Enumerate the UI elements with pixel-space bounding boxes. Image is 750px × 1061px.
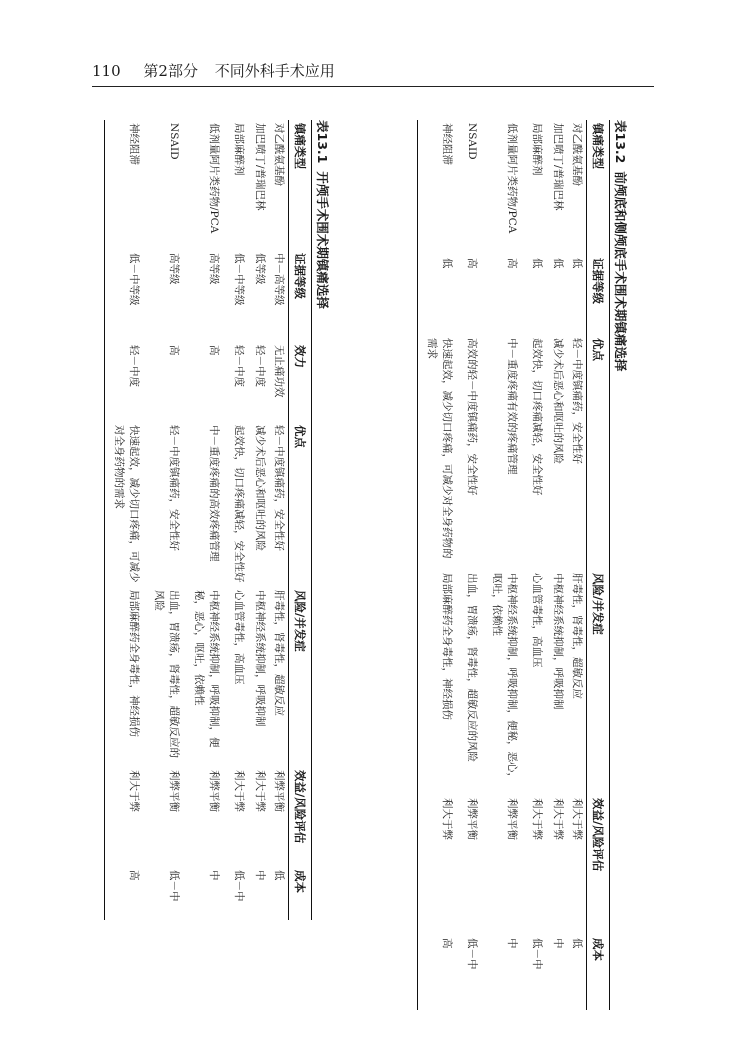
table-cell: 中－重度疼痛有效的疼痛管理	[506, 338, 518, 475]
table-row	[418, 120, 459, 1010]
column-header: 效益/风险评估	[587, 795, 610, 935]
table-cell: 肝毒性，肾毒性，超敏反应	[571, 573, 583, 699]
table-cell: 利弊平衡	[208, 770, 220, 812]
table-cell: 肝毒性，肾毒性，超敏反应	[273, 590, 285, 716]
table-cell: 利弊平衡	[168, 770, 180, 812]
table-cell: 快速起效，减少切口疼痛，可减少对全身药物的需求	[105, 422, 146, 587]
table-cell: 减少术后恶心和呕吐的风险	[552, 338, 564, 464]
table-cell: 低	[571, 938, 583, 949]
table-cell: 低等级	[254, 253, 266, 285]
table-cell: 利大于弊	[531, 798, 543, 840]
table-cell: 中－高等级	[273, 253, 285, 306]
table-cell: NSAID	[168, 123, 180, 160]
table-cell: 中－重度疼痛的高效疼痛管理	[208, 425, 220, 562]
header-row	[289, 120, 312, 920]
table-cell: NSAID	[466, 123, 478, 160]
table-cell: 中	[506, 938, 518, 949]
column-header: 效益/风险评估	[289, 767, 312, 867]
table-cell: 局部麻醉剂	[531, 123, 543, 176]
table-cell: 低剂量阿片类药物/PCA	[506, 123, 518, 234]
table-cell: 加巴喷丁/普瑞巴林	[552, 123, 564, 211]
table-cell: 局部麻醉药全身毒性，神经损伤	[418, 570, 459, 795]
table-row	[105, 120, 146, 920]
table-cell: 心血管毒性，高血压	[531, 573, 543, 668]
table-cell: 神经阻滞	[105, 120, 146, 250]
table-row	[145, 120, 185, 920]
table-cell: 神经阻滞	[418, 120, 459, 255]
column-header: 成本	[289, 867, 312, 920]
table-row	[567, 120, 587, 1010]
table-number: 表13.1	[315, 120, 330, 164]
table-cell: 局部麻醉药全身毒性，神经损伤	[105, 587, 146, 767]
table-cell: 高	[168, 345, 180, 356]
table-cell: 高	[506, 258, 518, 269]
table-cell: 轻－中度	[233, 345, 245, 387]
table-cell: 中枢神经系统抑制，呼吸抑制	[254, 590, 266, 727]
column-header: 优点	[587, 335, 610, 570]
table-13-1	[92, 120, 332, 920]
table-cell: 高等级	[168, 253, 180, 285]
table-cell: 高	[418, 935, 459, 1010]
table-13-2	[400, 120, 630, 1010]
table-cell: 局部麻醉剂	[233, 123, 245, 176]
table-cell: 起效快，切口疼痛减轻，安全性好	[233, 425, 245, 583]
header-row	[587, 120, 610, 1010]
table-cell: 高效的轻－中度镇痛药，安全性好	[466, 338, 478, 496]
page-number: 110	[92, 62, 121, 80]
table-cell: 利弊平衡	[466, 798, 478, 840]
table-cell: 低－中	[233, 870, 245, 902]
table-cell: 高等级	[208, 253, 220, 285]
page-header	[92, 60, 654, 87]
column-header: 风险/并发症	[289, 587, 312, 767]
table-row	[523, 120, 548, 1010]
table-cell: 利大于弊	[418, 795, 459, 935]
table-row	[250, 120, 269, 920]
table-cell: 低－中等级	[105, 250, 146, 342]
table-cell: 中	[552, 938, 564, 949]
table-cell: 低剂量阿片类药物/PCA	[208, 123, 220, 234]
table-cell: 低	[418, 255, 459, 335]
table-cell: 利大于弊	[254, 770, 266, 812]
table-cell: 低－中等级	[233, 253, 245, 306]
table-row	[225, 120, 250, 920]
table-cell: 轻－中度镇痛药，安全性好	[571, 338, 583, 464]
table-caption	[610, 120, 630, 1010]
table-cell: 低－中	[168, 870, 180, 902]
table-row	[269, 120, 289, 920]
table-cell: 低	[571, 258, 583, 269]
table-header	[587, 120, 610, 1010]
table-body	[418, 120, 587, 1010]
table-body	[105, 120, 289, 920]
table-row	[483, 120, 523, 1010]
table-cell: 中枢神经系统抑制，呼吸抑制，便秘，恶心，呕吐，依赖性	[193, 590, 220, 748]
data-table	[417, 120, 610, 1010]
column-header: 风险/并发症	[587, 570, 610, 795]
table-cell: 心血管毒性，高血压	[233, 590, 245, 685]
table-row	[458, 120, 483, 1010]
table-cell: 低	[273, 870, 285, 881]
table-cell: 中	[254, 870, 266, 881]
table-cell: 对乙酰氨基酚	[273, 123, 285, 186]
table-cell: 轻－中度镇痛药，安全性好	[168, 425, 180, 551]
data-table	[104, 120, 312, 920]
table-row	[185, 120, 225, 920]
chapter-title: 不同外科手术应用	[214, 62, 335, 80]
table-cell: 对乙酰氨基酚	[571, 123, 583, 186]
table-title: 前颅底和侧颅底手术围术期镇痛选择	[613, 171, 628, 372]
table-caption	[312, 120, 332, 920]
table-cell: 加巴喷丁/普瑞巴林	[254, 123, 266, 211]
table-cell: 利大于弊	[571, 798, 583, 840]
table-cell: 出血，胃溃疡，肾毒性，超敏反应的风险	[153, 590, 180, 758]
table-cell: 利大于弊	[233, 770, 245, 812]
table-cell: 中	[208, 870, 220, 881]
table-cell: 轻－中度	[105, 342, 146, 422]
column-header: 成本	[587, 935, 610, 1010]
table-header	[289, 120, 312, 920]
table-title: 开颅手术围术期镇痛选择	[315, 171, 330, 309]
column-header: 优点	[289, 422, 312, 587]
table-cell: 利弊平衡	[506, 798, 518, 840]
table-cell: 轻－中度镇痛药，安全性好	[273, 425, 285, 551]
table-cell: 减少术后恶心和呕吐的风险	[254, 425, 266, 551]
column-header: 效力	[289, 342, 312, 422]
table-cell: 轻－中度	[254, 345, 266, 387]
table-cell: 利弊平衡	[273, 770, 285, 812]
table-cell: 高	[105, 867, 146, 920]
column-header: 证据等级	[289, 250, 312, 342]
table-cell: 高	[466, 258, 478, 269]
table-cell: 中枢神经系统抑制，呼吸抑制	[552, 573, 564, 710]
table-row	[548, 120, 567, 1010]
column-header: 镇痛类型	[289, 120, 312, 250]
table-cell: 无止痛功效	[273, 345, 285, 398]
part-label: 第2部分	[143, 62, 198, 80]
table-cell: 低－中	[531, 938, 543, 970]
table-cell: 快速起效，减少切口疼痛，可减少对全身药物的需求	[418, 335, 459, 570]
table-cell: 低	[552, 258, 564, 269]
table-cell: 低	[531, 258, 543, 269]
table-cell: 利大于弊	[105, 767, 146, 867]
column-header: 证据等级	[587, 255, 610, 335]
table-cell: 利大于弊	[552, 798, 564, 840]
table-cell: 中枢神经系统抑制，呼吸抑制，便秘，恶心，呕吐，依赖性	[491, 573, 518, 783]
table-cell: 低－中	[466, 938, 478, 970]
table-number: 表13.2	[613, 120, 628, 164]
column-header: 镇痛类型	[587, 120, 610, 255]
table-cell: 高	[208, 345, 220, 356]
table-cell: 出血，胃溃疡，肾毒性，超敏反应的风险	[466, 573, 478, 762]
table-cell: 起效快，切口疼痛减轻，安全性好	[531, 338, 543, 496]
